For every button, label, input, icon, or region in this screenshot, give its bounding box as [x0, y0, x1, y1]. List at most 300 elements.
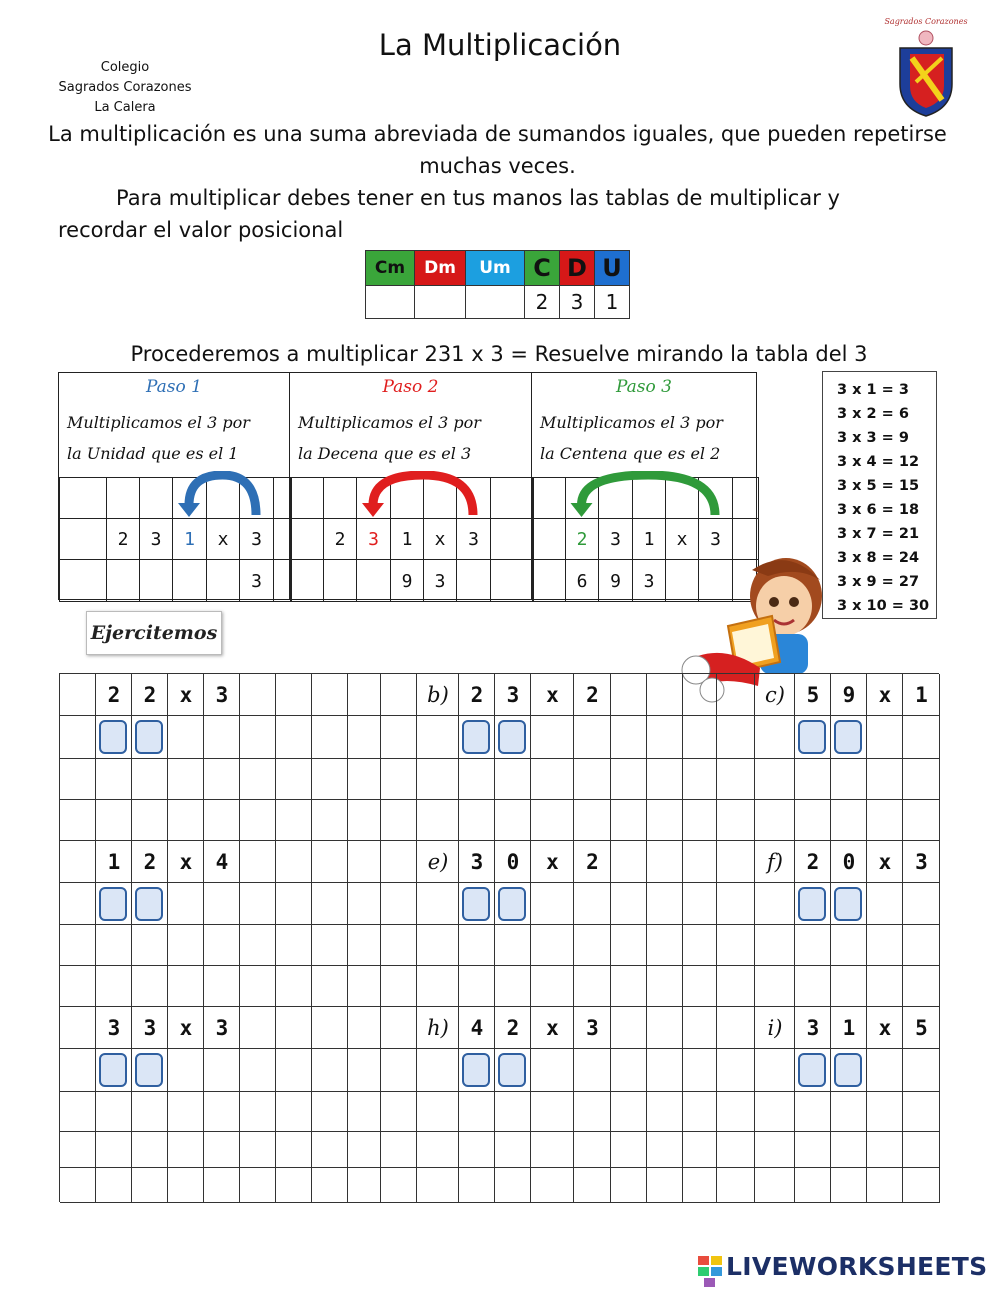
grid-cell [276, 966, 312, 1007]
table-row: 3 x 4 = 12 [837, 454, 920, 470]
grid-cell [168, 1132, 204, 1168]
grid-cell [348, 1049, 381, 1092]
grid-cell [276, 883, 312, 925]
grid-cell [647, 674, 683, 716]
grid-cell [755, 1132, 795, 1168]
grid-cell [903, 1168, 940, 1203]
grid-cell [903, 1092, 940, 1132]
step-digit: 3 [139, 518, 173, 560]
grid-cell [168, 966, 204, 1007]
grid-cell [495, 1132, 531, 1168]
grid-cell [417, 966, 459, 1007]
grid-cell [574, 883, 611, 925]
grid-cell [204, 883, 240, 925]
grid-cell [683, 674, 717, 716]
step-line: la Decena que es el 3 [298, 444, 472, 463]
answer-input[interactable] [99, 720, 127, 754]
exercise-digit: 2 [506, 1016, 520, 1040]
grid-cell [60, 759, 96, 800]
grid-cell [96, 1092, 132, 1132]
grid-cell [459, 1132, 495, 1168]
grid-cell [312, 925, 348, 966]
grid-cell [867, 1092, 903, 1132]
grid-cell [106, 559, 140, 602]
grid-cell [531, 1132, 574, 1168]
grid-cell [683, 716, 717, 759]
grid-cell [276, 925, 312, 966]
grid-cell [831, 759, 867, 800]
grid-cell [417, 716, 459, 759]
step-arrow-icon [290, 471, 533, 521]
grid-cell [903, 883, 940, 925]
grid-cell [312, 966, 348, 1007]
exercise-digit: 3 [143, 1016, 157, 1040]
exercise-digit: 9 [842, 683, 856, 707]
arrow-path [189, 475, 256, 515]
grid-cell [574, 800, 611, 841]
exercise-digit: 2 [143, 683, 157, 707]
grid-cell [683, 966, 717, 1007]
exercise-digit: 3 [470, 850, 484, 874]
grid-cell [531, 1092, 574, 1132]
table-row: 3 x 8 = 24 [837, 550, 920, 566]
grid-cell [276, 800, 312, 841]
grid-cell [831, 1132, 867, 1168]
grid-cell [611, 925, 647, 966]
answer-input[interactable] [498, 887, 526, 921]
grid-cell [574, 716, 611, 759]
arrow-head [362, 503, 384, 517]
grid-cell [60, 1132, 96, 1168]
grid-cell [132, 1132, 168, 1168]
grid-cell [312, 716, 348, 759]
grid-cell [132, 925, 168, 966]
grid-cell [276, 1132, 312, 1168]
exercise-digit: 1 [107, 850, 121, 874]
exercise-digit: 2 [586, 850, 599, 874]
grid-cell [204, 925, 240, 966]
grid-cell [276, 1168, 312, 1203]
grid-cell [240, 966, 276, 1007]
school-line: Sagrados Corazones [58, 80, 192, 95]
step-description [298, 407, 527, 469]
exercise-digit: 2 [806, 850, 820, 874]
grid-cell [168, 883, 204, 925]
grid-cell [755, 1168, 795, 1203]
answer-input[interactable] [135, 887, 163, 921]
answer-input[interactable] [798, 720, 826, 754]
section-label: Ejercitemos [86, 611, 222, 655]
grid-cell [903, 759, 940, 800]
grid-cell [531, 759, 574, 800]
grid-cell [276, 1049, 312, 1092]
answer-input[interactable] [498, 1053, 526, 1087]
grid-cell [495, 800, 531, 841]
grid-cell [755, 966, 795, 1007]
grid-cell [574, 925, 611, 966]
exercise-digit: x [878, 850, 892, 874]
exercise-digit: 3 [915, 850, 928, 874]
pv-value [415, 286, 466, 319]
grid-cell [795, 925, 831, 966]
grid-cell [60, 883, 96, 925]
grid-cell [611, 1092, 647, 1132]
grid-cell [459, 966, 495, 1007]
step-line: Multiplicamos el 3 por [67, 413, 250, 432]
step-arrow-icon [532, 471, 758, 521]
grid-cell [168, 800, 204, 841]
grid-cell [490, 559, 534, 602]
exercise-digit: x [179, 683, 193, 707]
grid-cell [204, 800, 240, 841]
grid-cell [611, 1007, 647, 1049]
grid-cell [831, 1092, 867, 1132]
grid-cell [356, 559, 391, 602]
step-result-digit: 3 [423, 559, 457, 602]
pv-header-u: U [595, 251, 630, 286]
exercise-digit: x [546, 850, 559, 874]
grid-cell [495, 1168, 531, 1203]
grid-cell [96, 759, 132, 800]
grid-cell [903, 966, 940, 1007]
grid-cell [717, 841, 755, 883]
grid-cell [574, 1132, 611, 1168]
grid-cell [717, 759, 755, 800]
exercise-label: i) [767, 1016, 783, 1040]
grid-cell [574, 1092, 611, 1132]
grid-cell [381, 1132, 417, 1168]
grid-cell [312, 1007, 348, 1049]
school-line: Colegio [100, 60, 150, 75]
step-description [540, 407, 752, 469]
arrow-head [571, 503, 593, 517]
grid-cell [312, 674, 348, 716]
step-digit: 2 [106, 518, 140, 560]
step-result-digit: 9 [390, 559, 424, 602]
table-row: 3 x 3 = 9 [837, 430, 909, 446]
grid-cell [60, 674, 96, 716]
intro-paragraph: La multiplicación es una suma abreviada de sumandos iguales, que pueden repetirse muchas veces. [48, 122, 947, 178]
grid-cell [903, 716, 940, 759]
lead-sentence: Procederemos a multiplicar 231 x 3 = Resuelve mirando la tabla del 3 [130, 342, 868, 366]
grid-cell [459, 1168, 495, 1203]
exercise-digit: x [878, 683, 892, 707]
grid-cell [240, 841, 276, 883]
grid-cell [831, 925, 867, 966]
table-row: 3 x 7 = 21 [837, 526, 920, 542]
grid-cell [348, 841, 381, 883]
grid-cell [240, 1092, 276, 1132]
school-name [40, 58, 210, 118]
liveworksheets-logo-icon [696, 1250, 726, 1290]
step-digit: x [665, 518, 699, 560]
grid-cell [717, 1049, 755, 1092]
exercise-digit: 2 [470, 683, 484, 707]
exercise-label: b) [427, 683, 449, 707]
grid-cell [647, 1049, 683, 1092]
exercise-digit: 1 [915, 683, 928, 707]
grid-cell [903, 1049, 940, 1092]
grid-cell [96, 1168, 132, 1203]
exercise-label: h) [427, 1016, 449, 1040]
grid-cell [96, 1132, 132, 1168]
grid-cell [717, 1132, 755, 1168]
exercise-digit: 5 [806, 683, 820, 707]
pv-header-c: C [525, 251, 560, 286]
exercise-digit: x [546, 683, 559, 707]
answer-input[interactable] [462, 720, 490, 754]
step-digit: x [423, 518, 457, 560]
grid-cell [348, 716, 381, 759]
pv-header-d: D [560, 251, 595, 286]
grid-cell [531, 883, 574, 925]
grid-cell [574, 1168, 611, 1203]
brand-name: LIVEWORKSHEETS [726, 1252, 988, 1281]
grid-cell [795, 800, 831, 841]
pv-value [366, 286, 415, 319]
grid-cell [60, 1049, 96, 1092]
grid-cell [611, 716, 647, 759]
grid-cell [381, 1092, 417, 1132]
step-description [67, 407, 285, 469]
grid-cell [903, 925, 940, 966]
grid-cell [831, 966, 867, 1007]
grid-cell [683, 883, 717, 925]
grid-cell [168, 716, 204, 759]
intro-paragraph-2 [58, 182, 958, 246]
grid-cell [647, 1132, 683, 1168]
answer-input[interactable] [798, 887, 826, 921]
grid-cell [417, 800, 459, 841]
grid-cell [683, 925, 717, 966]
answer-input[interactable] [798, 1053, 826, 1087]
grid-cell [240, 674, 276, 716]
table-row: 3 x 9 = 27 [837, 574, 920, 590]
grid-cell [381, 759, 417, 800]
grid-cell [417, 1132, 459, 1168]
grid-cell [531, 716, 574, 759]
grid-cell [717, 674, 755, 716]
grid-cell [276, 1092, 312, 1132]
step-line: la Centena que es el 2 [540, 444, 721, 463]
grid-cell [683, 1092, 717, 1132]
grid-cell [459, 925, 495, 966]
grid-cell [312, 1132, 348, 1168]
grid-cell [459, 759, 495, 800]
grid-cell [531, 925, 574, 966]
grid-cell [381, 674, 417, 716]
grid-cell [240, 1132, 276, 1168]
grid-cell [348, 883, 381, 925]
grid-cell [495, 759, 531, 800]
grid-cell [495, 925, 531, 966]
exercise-digit: 2 [586, 683, 599, 707]
step-1-box [58, 372, 290, 600]
exercise-grid [59, 673, 939, 1202]
answer-input[interactable] [135, 720, 163, 754]
grid-cell [204, 1049, 240, 1092]
grid-cell [312, 1092, 348, 1132]
grid-cell [381, 1007, 417, 1049]
grid-cell [867, 1132, 903, 1168]
grid-cell [348, 759, 381, 800]
step-digit: 3 [698, 518, 733, 560]
step-digit: 1 [632, 518, 666, 560]
grid-cell [60, 800, 96, 841]
exercise-label: f) [767, 850, 783, 874]
exercise-digit: x [179, 1016, 193, 1040]
grid-cell [903, 1132, 940, 1168]
grid-cell [717, 1007, 755, 1049]
exercise-digit: 0 [506, 850, 520, 874]
table-row: 3 x 5 = 15 [837, 478, 920, 494]
exercise-digit: 3 [107, 1016, 121, 1040]
answer-input[interactable] [834, 720, 862, 754]
grid-cell [348, 1007, 381, 1049]
grid-cell [240, 1007, 276, 1049]
step-title: Paso 3 [616, 377, 672, 397]
grid-cell [831, 1168, 867, 1203]
grid-cell [755, 925, 795, 966]
pv-header-dm: Dm [415, 251, 466, 286]
grid-cell [867, 716, 903, 759]
grid-cell [290, 518, 324, 560]
grid-cell [168, 1168, 204, 1203]
step-line: Multiplicamos el 3 por [540, 413, 723, 432]
grid-cell [611, 800, 647, 841]
school-crest-icon [882, 12, 970, 122]
grid-cell [867, 800, 903, 841]
step-line: la Unidad que es el 1 [67, 444, 239, 463]
pv-value [466, 286, 525, 319]
grid-cell [276, 841, 312, 883]
grid-cell [381, 966, 417, 1007]
grid-cell [240, 925, 276, 966]
exercise-digit: x [878, 1016, 892, 1040]
grid-cell [531, 966, 574, 1007]
school-line: La Calera [94, 100, 156, 115]
grid-cell [647, 966, 683, 1007]
grid-cell [348, 1132, 381, 1168]
grid-cell [755, 1049, 795, 1092]
step-digit: 2 [565, 518, 599, 560]
grid-cell [381, 716, 417, 759]
grid-cell [417, 925, 459, 966]
grid-cell [683, 1132, 717, 1168]
grid-cell [717, 883, 755, 925]
grid-cell [132, 759, 168, 800]
answer-input[interactable] [834, 887, 862, 921]
step-title: Paso 1 [146, 377, 202, 397]
arrow-path [582, 475, 716, 515]
grid-cell [611, 1049, 647, 1092]
answer-input[interactable] [498, 720, 526, 754]
grid-cell [240, 800, 276, 841]
grid-cell [381, 883, 417, 925]
answer-input[interactable] [99, 887, 127, 921]
grid-cell [755, 716, 795, 759]
grid-cell [495, 966, 531, 1007]
grid-cell [574, 1049, 611, 1092]
grid-cell [490, 518, 534, 560]
grid-cell [240, 1168, 276, 1203]
pv-header-cm: Cm [366, 251, 415, 286]
grid-cell [60, 1092, 96, 1132]
grid-cell [381, 841, 417, 883]
grid-cell [240, 1049, 276, 1092]
grid-cell [312, 883, 348, 925]
grid-cell [132, 966, 168, 1007]
intro-line: Para multiplicar debes tener en tus manos las tablas de multiplicar y [116, 186, 840, 210]
step-digit: x [206, 518, 240, 560]
grid-cell [132, 1092, 168, 1132]
answer-input[interactable] [462, 887, 490, 921]
grid-cell [417, 1092, 459, 1132]
grid-cell [647, 800, 683, 841]
grid-cell [683, 800, 717, 841]
grid-cell [168, 1092, 204, 1132]
exercise-label: c) [765, 683, 785, 707]
grid-cell [59, 518, 107, 560]
exercise-digit: x [546, 1016, 559, 1040]
grid-cell [795, 1132, 831, 1168]
grid-cell [381, 925, 417, 966]
answer-input[interactable] [462, 1053, 490, 1087]
grid-cell [867, 1168, 903, 1203]
grid-cell [867, 1049, 903, 1092]
grid-cell [831, 800, 867, 841]
arrow-head [178, 503, 200, 517]
step-digit: 3 [598, 518, 633, 560]
grid-cell [647, 759, 683, 800]
answer-input[interactable] [99, 1053, 127, 1087]
answer-input[interactable] [834, 1053, 862, 1087]
grid-cell [381, 1049, 417, 1092]
grid-cell [611, 883, 647, 925]
step-digit: 1 [390, 518, 424, 560]
grid-cell [867, 759, 903, 800]
grid-cell [240, 716, 276, 759]
grid-cell [574, 966, 611, 1007]
grid-cell [795, 1092, 831, 1132]
grid-cell [312, 1049, 348, 1092]
grid-cell [204, 1168, 240, 1203]
grid-cell [717, 800, 755, 841]
grid-cell [323, 559, 357, 602]
grid-cell [611, 966, 647, 1007]
grid-cell [206, 559, 240, 602]
step-2-box [289, 372, 532, 600]
pv-value: 3 [560, 286, 595, 319]
grid-cell [204, 966, 240, 1007]
grid-cell [204, 759, 240, 800]
grid-cell [168, 1049, 204, 1092]
grid-cell [172, 559, 207, 602]
exercise-digit: 0 [842, 850, 856, 874]
exercise-digit: 3 [215, 683, 229, 707]
grid-cell [611, 759, 647, 800]
exercise-label: e) [427, 850, 449, 874]
grid-cell [459, 1092, 495, 1132]
grid-cell [348, 1092, 381, 1132]
grid-cell [611, 1168, 647, 1203]
grid-cell [276, 1007, 312, 1049]
answer-input[interactable] [135, 1053, 163, 1087]
grid-cell [132, 1168, 168, 1203]
grid-cell [495, 1092, 531, 1132]
grid-cell [755, 1092, 795, 1132]
grid-cell [611, 841, 647, 883]
